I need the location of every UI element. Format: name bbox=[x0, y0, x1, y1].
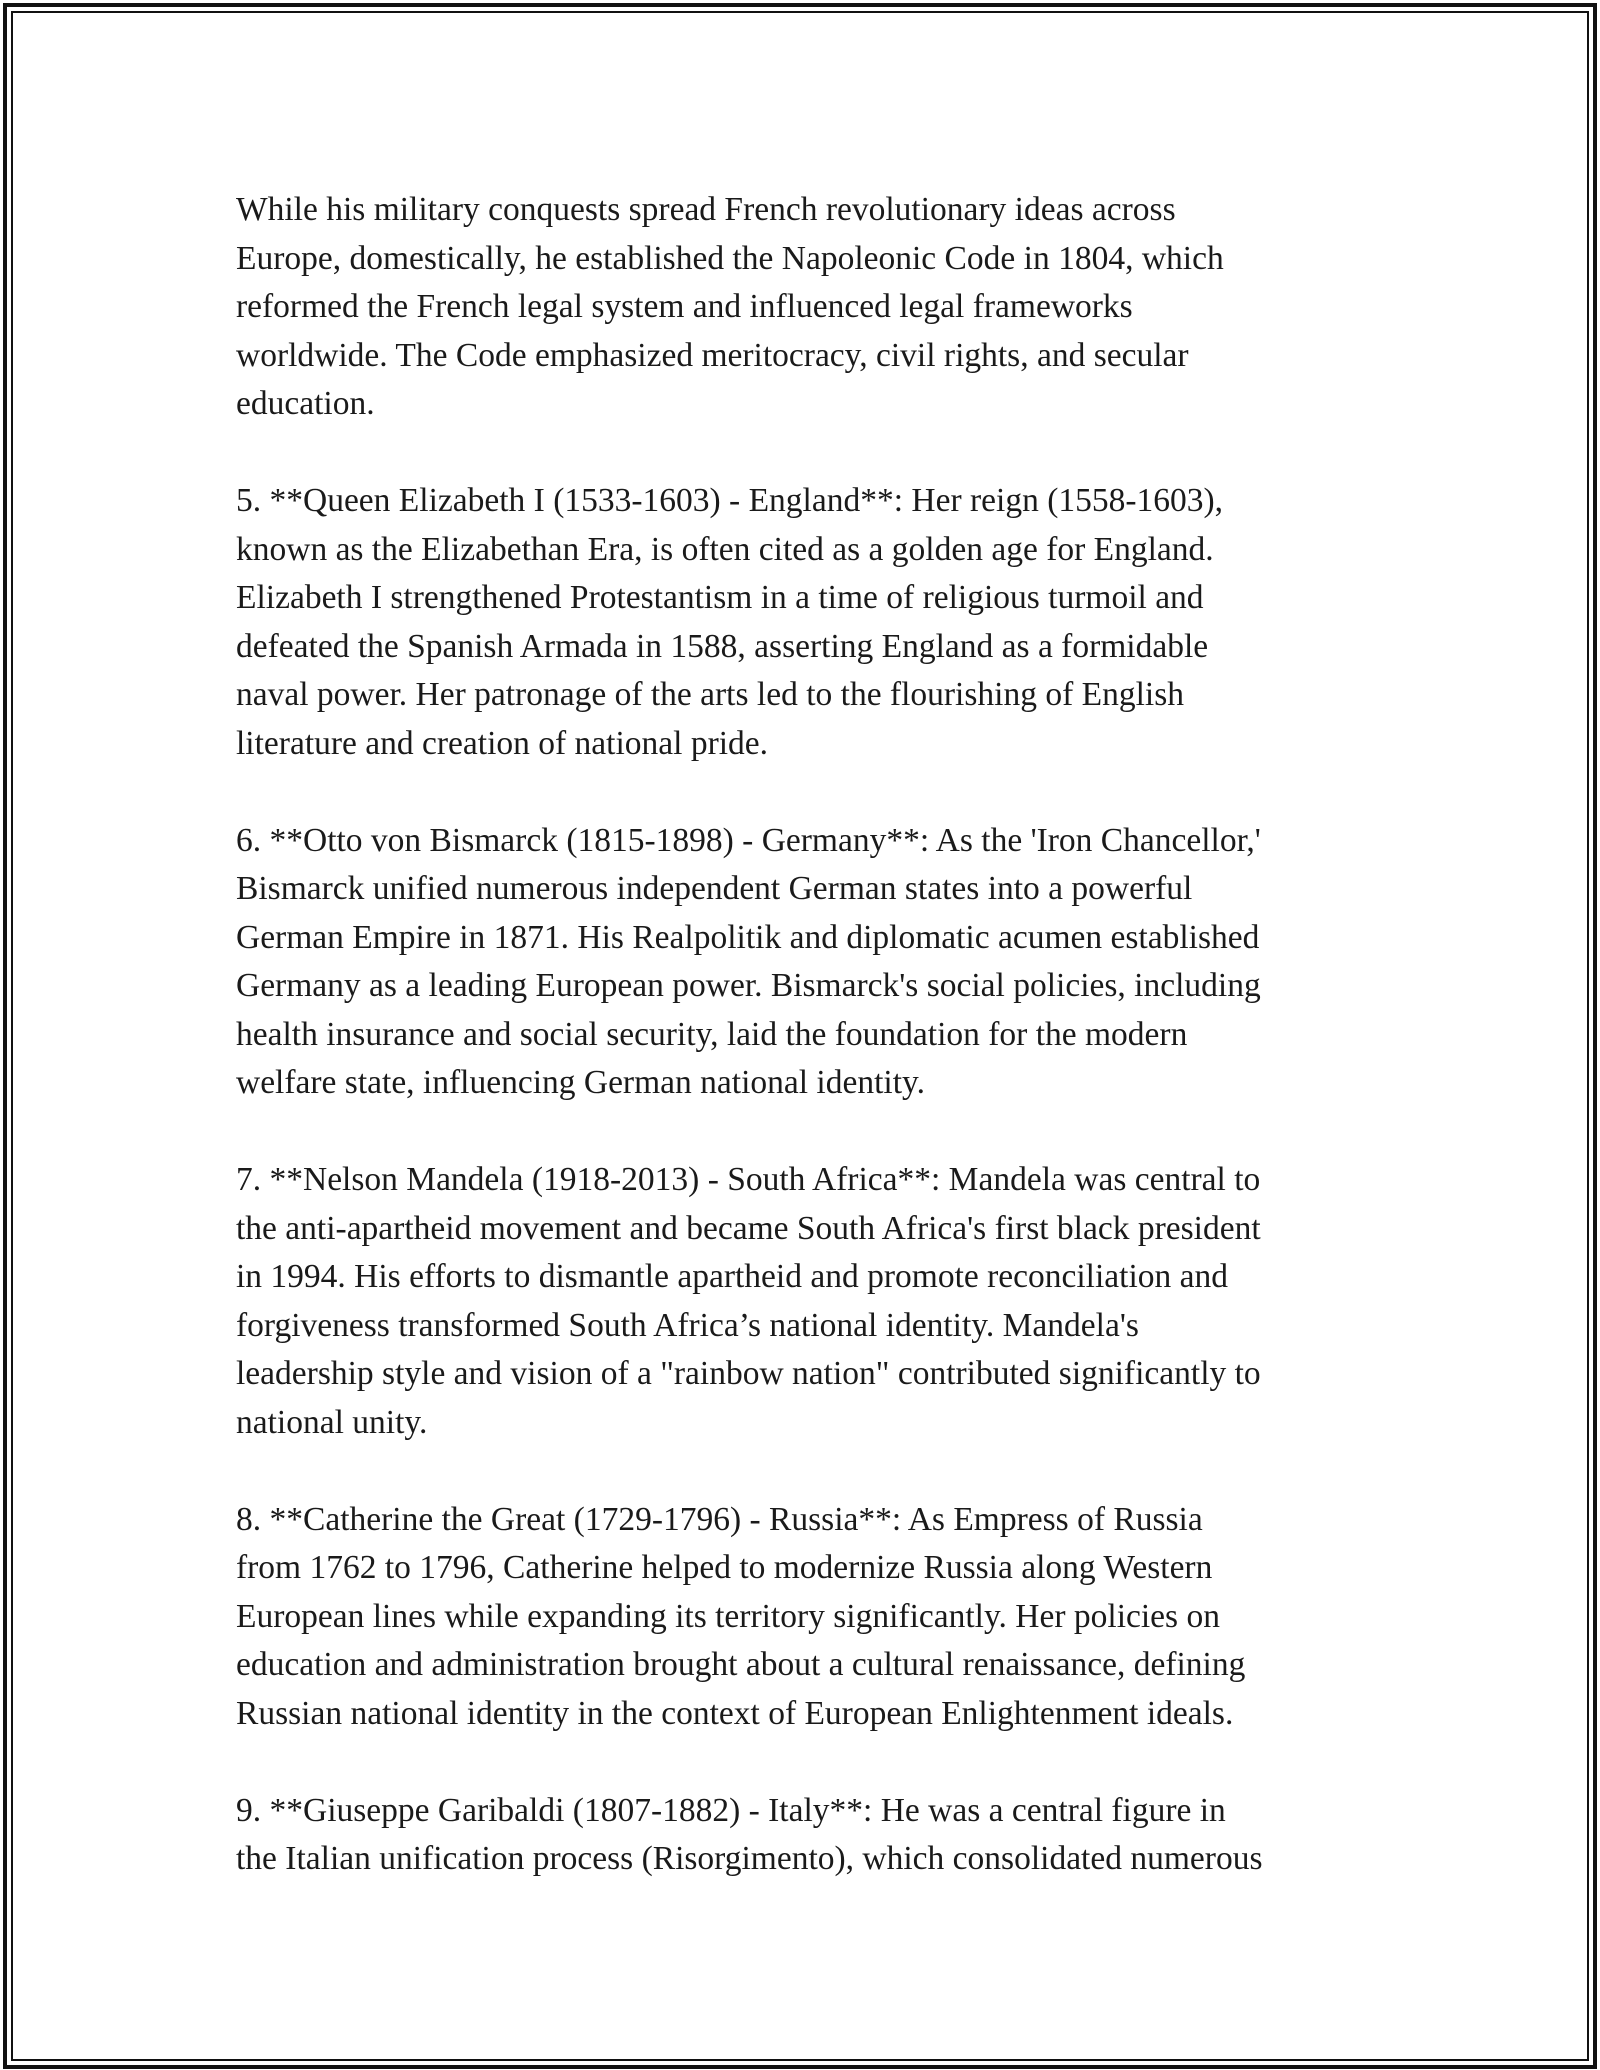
text-line: education and administration brought about a cultural renaissance, defining bbox=[236, 1646, 1246, 1683]
text-line: welfare state, influencing German national identity. bbox=[236, 1064, 925, 1101]
text-line: German Empire in 1871. His Realpolitik and diplomatic acumen established bbox=[236, 918, 1260, 956]
text-line: While his military conquests spread French revolutionary ideas across bbox=[236, 191, 1176, 228]
text-line: 5. **Queen Elizabeth I (1533-1603) - England**: Her reign (1558-1603), bbox=[236, 482, 1224, 519]
text-line: naval power. Her patronage of the arts led to the flourishing of English bbox=[236, 676, 1184, 713]
text-line: reformed the French legal system and influenced legal frameworks bbox=[236, 288, 1133, 325]
text-line: 8. **Catherine the Great (1729-1796) - Russia**: As Empress of Russia bbox=[236, 1500, 1203, 1538]
paragraph-item-8-catherine bbox=[236, 1496, 1371, 1739]
text-line: Russian national identity in the context of European Enlightenment ideals. bbox=[236, 1694, 1234, 1732]
text-line: forgiveness transformed South Africa’s national identity. Mandela's bbox=[236, 1306, 1139, 1344]
paragraph-item-5-elizabeth bbox=[236, 477, 1371, 768]
text-line: leadership style and vision of a "rainbow nation" contributed significantly to bbox=[236, 1355, 1261, 1392]
text-line: Bismarck unified numerous independent German states into a powerful bbox=[236, 870, 1193, 907]
text-line: literature and creation of national pride. bbox=[236, 724, 769, 762]
text-line: Europe, domestically, he established the Napoleonic Code in 1804, which bbox=[236, 239, 1224, 277]
paragraph-napoleon-code bbox=[236, 186, 1371, 429]
text-line: 6. **Otto von Bismarck (1815-1898) - Germany**: As the 'Iron Chancellor,' bbox=[236, 821, 1261, 859]
paragraph-item-7-mandela bbox=[236, 1156, 1371, 1447]
text-line: national unity. bbox=[236, 1403, 428, 1441]
text-line: education. bbox=[236, 385, 375, 422]
text-line: worldwide. The Code emphasized meritocracy, civil rights, and secular bbox=[236, 336, 1189, 374]
text-line: health insurance and social security, laid the foundation for the modern bbox=[236, 1015, 1188, 1053]
text-line: defeated the Spanish Armada in 1588, asserting England as a formidable bbox=[236, 627, 1209, 665]
paragraph-item-9-garibaldi bbox=[236, 1787, 1371, 1884]
text-line: the Italian unification process (Risorgimento), which consolidated numerous bbox=[236, 1840, 1263, 1877]
text-line: 9. **Giuseppe Garibaldi (1807-1882) - Italy**: He was a central figure in bbox=[236, 1791, 1226, 1829]
text-line: Germany as a leading European power. Bismarck's social policies, including bbox=[236, 967, 1261, 1004]
text-line: 7. **Nelson Mandela (1918-2013) - South Africa**: Mandela was central to bbox=[236, 1161, 1261, 1198]
text-line: from 1762 to 1796, Catherine helped to modernize Russia along Western bbox=[236, 1549, 1213, 1586]
text-line: in 1994. His efforts to dismantle apartheid and promote reconciliation and bbox=[236, 1258, 1229, 1295]
document-body bbox=[236, 186, 1371, 1932]
text-line: European lines while expanding its territory significantly. Her policies on bbox=[236, 1597, 1220, 1635]
paragraph-item-6-bismarck bbox=[236, 817, 1371, 1108]
text-line: Elizabeth I strengthened Protestantism in a time of religious turmoil and bbox=[236, 579, 1204, 616]
text-line: the anti-apartheid movement and became South Africa's first black president bbox=[236, 1209, 1261, 1247]
text-line: known as the Elizabethan Era, is often cited as a golden age for England. bbox=[236, 530, 1214, 568]
